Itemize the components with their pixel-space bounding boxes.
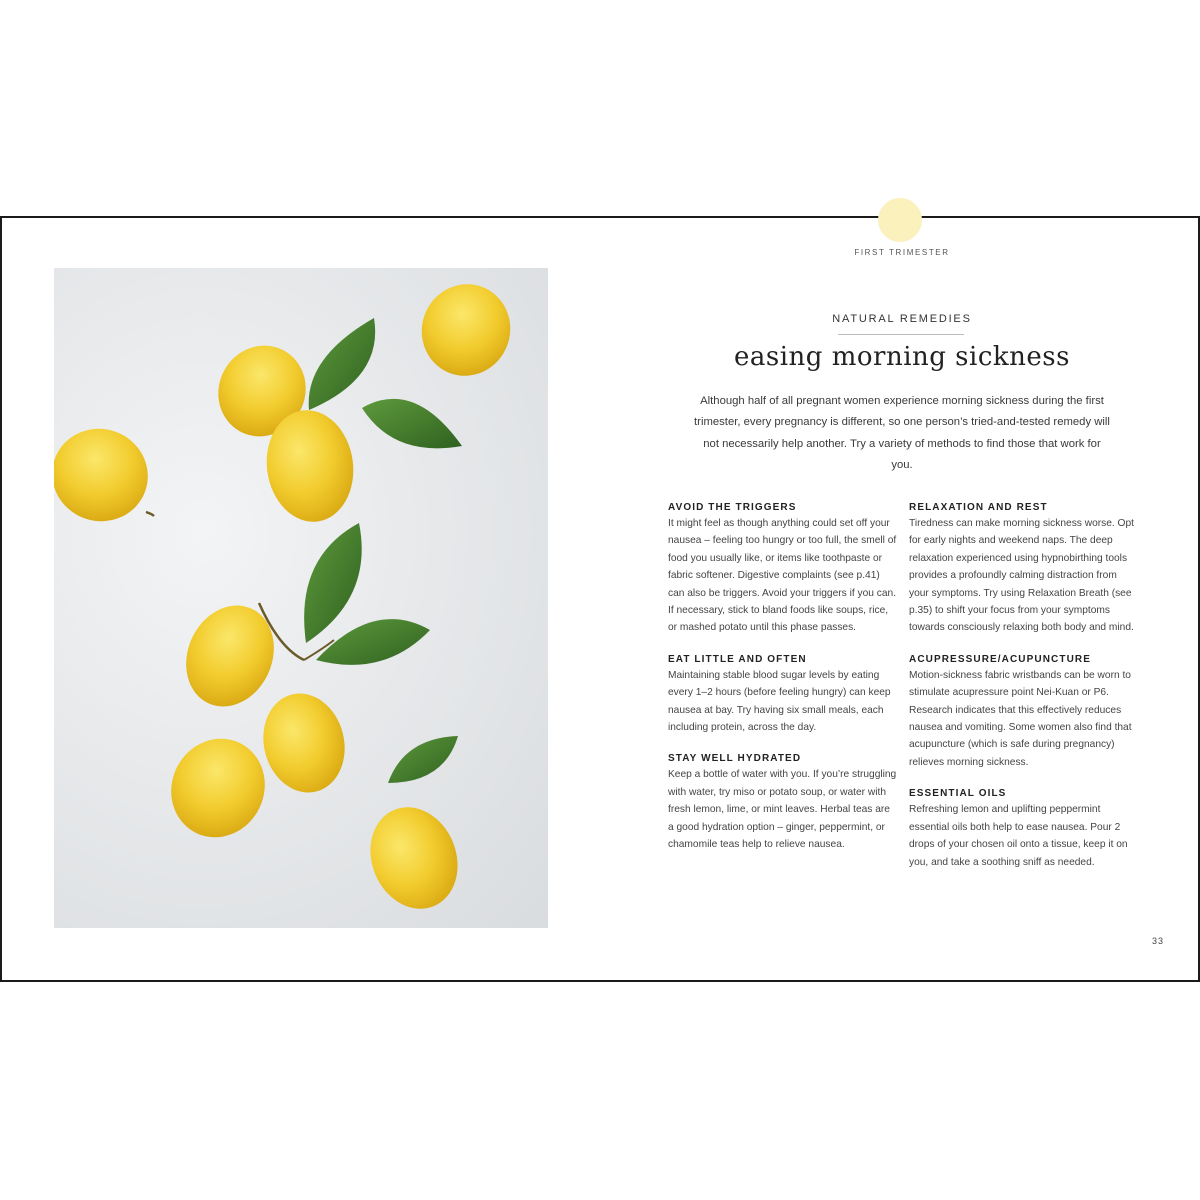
intro-paragraph: Although half of all pregnant women experience morning sickness during the first trimester, every pregnancy is different, so one person’s tried-and-tested remedy will not necessarily help another. Try a variety of methods to find those that work for you. bbox=[694, 395, 1110, 471]
section-essential-oils bbox=[909, 788, 1139, 871]
section-relaxation bbox=[909, 502, 1139, 637]
section-body: Maintaining stable blood sugar levels by eating every 1–2 hours (before feeling hungry) can keep nausea at bay. Try having six small meals, each including protein, across the day. bbox=[668, 669, 891, 734]
lemons-illustration bbox=[54, 268, 548, 928]
section-body: Refreshing lemon and uplifting peppermint essential oils both help to ease nausea. Pour 2 drops of your chosen oil onto a tissue, keep it on you, and take a soothing sniff as needed. bbox=[909, 804, 1128, 868]
section-kicker: NATURAL REMEDIES bbox=[832, 313, 972, 325]
section-heading: ESSENTIAL OILS bbox=[909, 788, 1007, 800]
section-eat-little bbox=[668, 654, 898, 737]
section-avoid-triggers bbox=[668, 502, 898, 637]
section-body: Tiredness can make morning sickness worse. Opt for early nights and weekend naps. The deep relaxation experienced using hypnobirthing tools provides a profoundly calming distraction from your symptoms. Try using Relaxation Breath (see p.35) to shift your focus from your symptoms towards consciously relaxing both body and mind. bbox=[909, 518, 1134, 634]
section-acupressure bbox=[909, 654, 1139, 771]
section-body: It might feel as though anything could set off your nausea – feeling too hungry or too full, the smell of food you usually like, or items like toothpaste or fabric softener. Digestive complaints (see p.41) can also be triggers. Avoid your triggers if you can. If necessary, stick to bland foods like soups, rice, or mashed potato until this phase passes. bbox=[668, 518, 897, 634]
section-heading: ACUPRESSURE/ACUPUNCTURE bbox=[909, 653, 1091, 665]
section-body: Motion-sickness fabric wristbands can be worn to stimulate acupressure point Nei-Kuan or P6. Research indicates that this effectively reduces nausea and vomiting. Some women also find that acupuncture (which is safe during pregnancy) relieves morning sickness. bbox=[909, 669, 1132, 768]
kicker-divider bbox=[838, 334, 964, 335]
section-heading: AVOID THE TRIGGERS bbox=[668, 502, 797, 513]
page-number: 33 bbox=[1152, 936, 1165, 946]
decorative-dot bbox=[878, 198, 922, 242]
lemons-photo bbox=[54, 268, 548, 928]
section-heading: RELAXATION AND REST bbox=[909, 502, 1048, 513]
running-head: FIRST TRIMESTER bbox=[854, 248, 950, 257]
left-column bbox=[668, 502, 898, 871]
section-hydrated bbox=[668, 753, 898, 853]
book-spread bbox=[0, 216, 1200, 982]
section-body: Keep a bottle of water with you. If you’re struggling with water, try miso or potato soup, or water with fresh lemon, lime, or mint leaves. Herbal teas are a good hydration option – ginger, peppermint, or chamomile teas help to relieve nausea. bbox=[668, 769, 897, 851]
page-title: easing morning sickness bbox=[734, 342, 1070, 372]
section-heading: EAT LITTLE AND OFTEN bbox=[668, 653, 807, 665]
section-heading: STAY WELL HYDRATED bbox=[668, 753, 802, 765]
right-column bbox=[909, 502, 1139, 888]
